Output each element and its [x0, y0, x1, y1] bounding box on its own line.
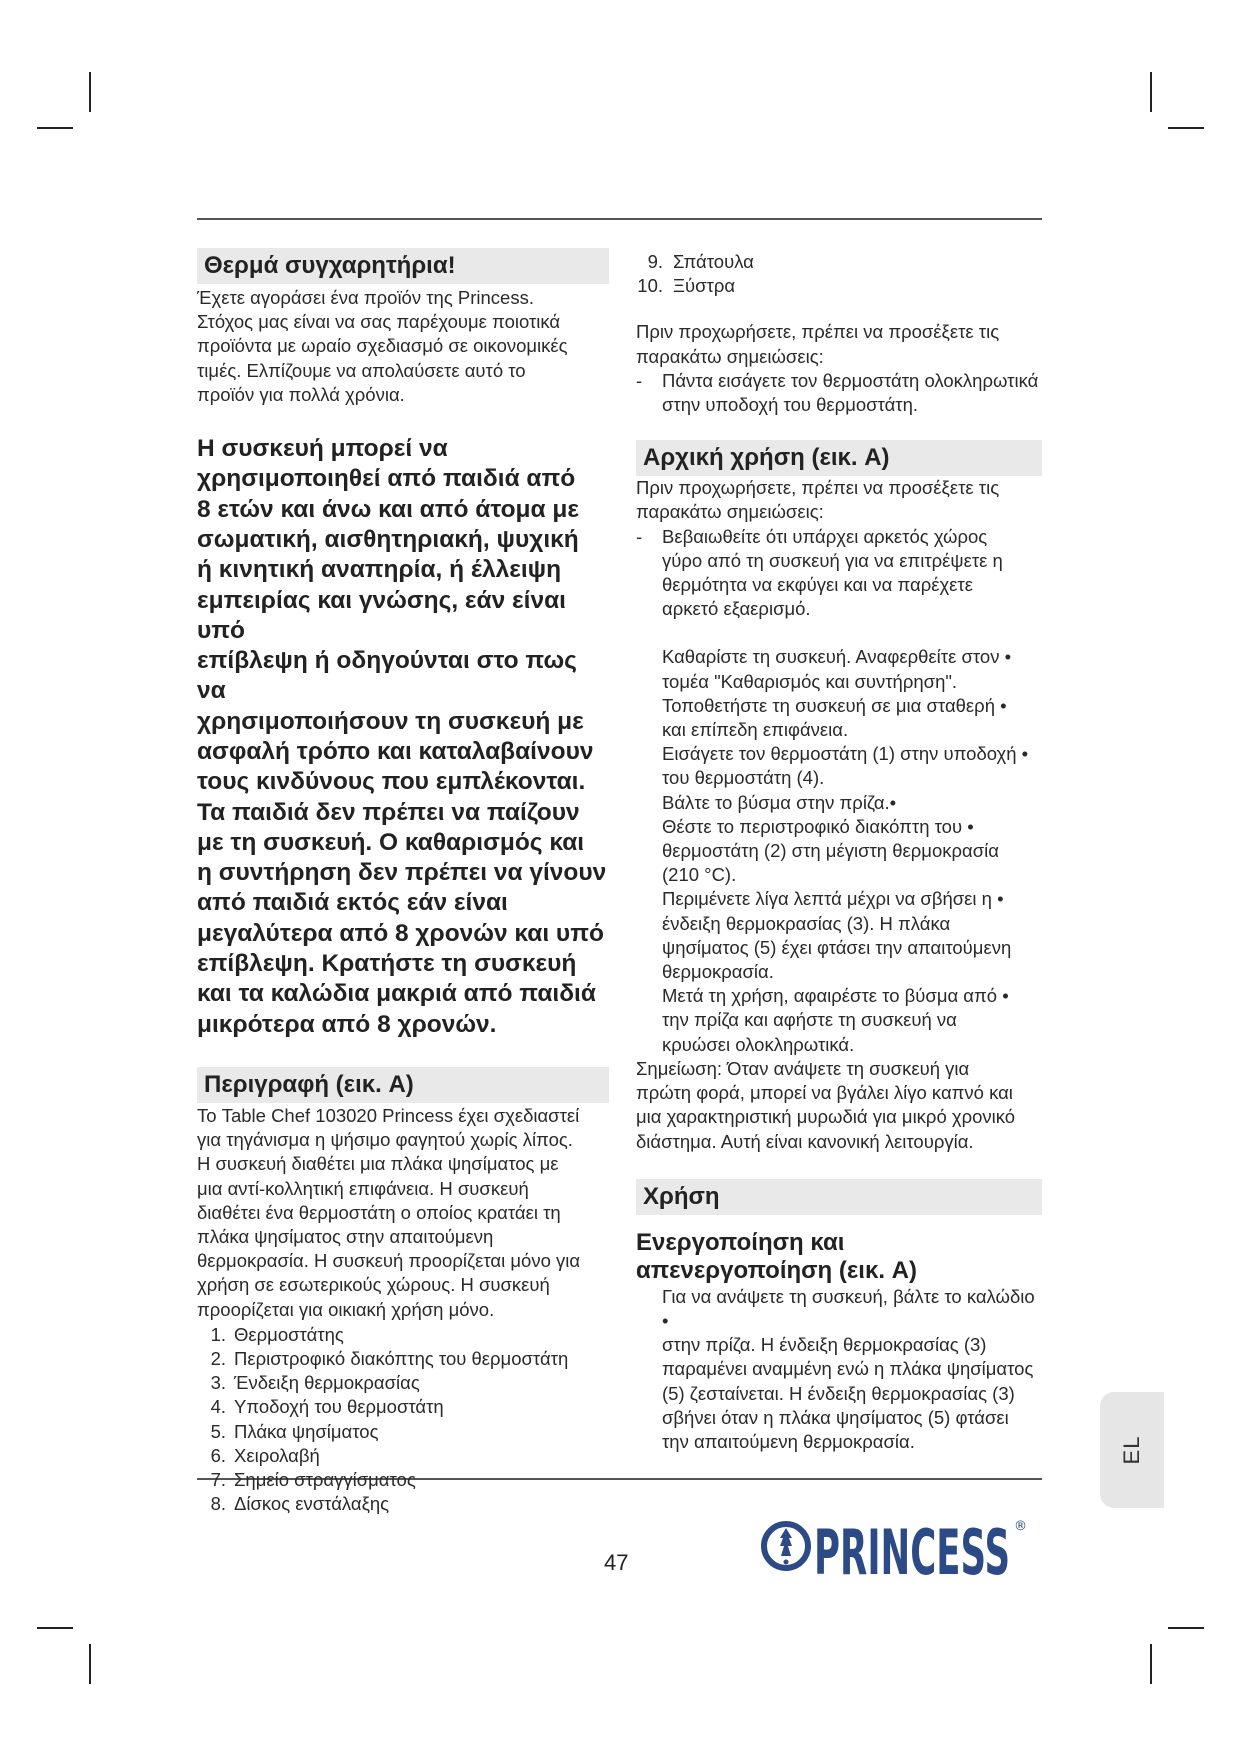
- initial-intro-line: Πριν προχωρήσετε, πρέπει να προσέξετε τις: [636, 477, 1000, 499]
- note-line: πρώτη φορά, μπορεί να βγάλει λίγο καπνό και: [636, 1082, 1013, 1104]
- step-line: του θερμοστάτη (4).: [662, 767, 825, 789]
- crop-mark: [37, 1627, 73, 1629]
- warning-line: μεγαλύτερα από 8 χρονών και υπό: [197, 919, 604, 947]
- crop-mark: [1150, 1644, 1152, 1684]
- notes-line: Πριν προχωρήσετε, πρέπει να προσέξετε τις: [636, 321, 1000, 343]
- crop-mark: [1168, 1627, 1204, 1629]
- warning-line: η συντήρηση δεν πρέπει να γίνουν: [197, 859, 607, 887]
- intro-line: Στόχος μας είναι να σας παρέχουμε ποιοτικά: [197, 311, 561, 333]
- on-off-heading: [636, 1229, 1042, 1285]
- list-item: [197, 1444, 609, 1468]
- intro-line: προϊόντα με ωραίο σχεδιασμό σε οικονομικές: [197, 335, 568, 357]
- list-item: [197, 1347, 609, 1371]
- list-label: Θερμοστάτης: [234, 1323, 344, 1345]
- list-label: Περιστροφικό διακόπτης του θερμοστάτη: [234, 1347, 569, 1369]
- step-line: ένδειξη θερμοκρασίας (3). Η πλάκα: [662, 912, 951, 934]
- intro-line: προϊόν για πολλά χρόνια.: [197, 383, 405, 405]
- setup-steps: [636, 645, 1042, 1056]
- step-line: Θέστε το περιστροφικό διακόπτη του •: [662, 815, 974, 837]
- list-label: Σημείο στραγγίσματος: [234, 1469, 416, 1490]
- warning-line: μικρότερα από 8 χρονών.: [197, 1010, 497, 1038]
- list-item: [636, 274, 1042, 298]
- intro-line: Έχετε αγοράσει ένα προϊόν της Princess.: [197, 287, 534, 308]
- initial-item-line: γύρο από τη συσκευή για να επιτρέψετε η: [662, 549, 1003, 571]
- initial-item-line: θερμότητα να εκφύγει και να παρέχετε: [662, 574, 973, 596]
- list-item: [197, 1420, 609, 1444]
- language-label: EL: [1119, 1435, 1144, 1465]
- intro-paragraph: [197, 286, 609, 407]
- step-line: Βάλτε το βύσμα στην πρίζα.•: [662, 791, 897, 813]
- note-line: μια χαρακτηριστική μυρωδιά για μικρό χρονικό: [636, 1106, 1016, 1128]
- list-number: 10.: [637, 275, 663, 297]
- warning-line: ασφαλή τρόπο και καταλαβαίνουν: [197, 737, 594, 765]
- crop-mark: [1168, 127, 1204, 129]
- notes-item: [636, 369, 1042, 417]
- right-column: [636, 250, 1042, 1454]
- description-line: Το Table Chef 103020 Princess έχει σχεδιαστεί: [197, 1104, 580, 1126]
- notes-intro: [636, 320, 1042, 368]
- description-heading: Περιγραφή (εικ. A): [197, 1067, 609, 1103]
- language-tab: [1100, 1392, 1164, 1508]
- top-rule: [197, 218, 1042, 220]
- warning-line: χρησιμοποιήσουν τη συσκευή με: [197, 707, 584, 735]
- on-off-line: Για να ανάψετε τη συσκευή, βάλτε το καλώδιο •: [662, 1285, 1035, 1331]
- initial-use-intro: [636, 476, 1042, 524]
- list-label: Πλάκα ψησίματος: [234, 1420, 379, 1442]
- description-line: χρήση σε εσωτερικούς χώρους. Η συσκευή: [197, 1274, 550, 1296]
- on-off-line: σβήνει όταν η πλάκα ψησίματος (5) φτάσει: [662, 1406, 1009, 1428]
- brand-wordmark: PRINCESS: [814, 1516, 1010, 1584]
- step-line: ψησίματος (5) έχει φτάσει την απαιτούμενη: [662, 936, 1012, 958]
- dash-bullet: -: [636, 525, 643, 547]
- list-number: 8.: [210, 1493, 226, 1515]
- crown-emblem-icon: [764, 1524, 808, 1568]
- step-line: την πρίζα και αφήστε τη συσκευή να: [662, 1009, 957, 1031]
- description-line: Η συσκευή διαθέτει μια πλάκα ψησίματος με: [197, 1153, 559, 1175]
- warning-line: Τα παιδιά δεν πρέπει να παίζουν: [197, 798, 580, 826]
- list-number: 9.: [647, 251, 663, 272]
- list-label: Υποδοχή του θερμοστάτη: [234, 1396, 444, 1418]
- notes-line: παρακάτω σημειώσεις:: [636, 345, 824, 367]
- initial-use-heading: Αρχική χρήση (εικ. A): [636, 440, 1042, 476]
- step-line: (210 °C).: [662, 864, 737, 886]
- list-item: [197, 1492, 609, 1516]
- note-line: διάστημα. Αυτή είναι κανονική λειτουργία.: [636, 1130, 974, 1152]
- parts-list: [197, 1323, 609, 1517]
- list-item: [197, 1323, 609, 1347]
- initial-item-line: Βεβαιωθείτε ότι υπάρχει αρκετός χώρος: [662, 525, 988, 547]
- list-number: 5.: [210, 1420, 226, 1442]
- warning-line: επίβλεψη. Κρατήστε τη συσκευή: [197, 950, 577, 978]
- list-label: Σπάτουλα: [673, 251, 754, 272]
- list-number: 6.: [210, 1444, 226, 1466]
- description-line: θερμοκρασία. Η συσκευή προορίζεται μόνο για: [197, 1250, 581, 1272]
- list-number: 3.: [210, 1372, 226, 1394]
- warning-line: εμπειρίας και γνώσης, εάν είναι υπό: [197, 586, 566, 644]
- notes-item-line: Πάντα εισάγετε τον θερμοστάτη ολοκληρωτικά: [662, 369, 1039, 391]
- warning-line: από παιδιά εκτός εάν είναι: [197, 889, 508, 917]
- on-off-paragraph: [636, 1285, 1042, 1454]
- note-line: Σημείωση: Όταν ανάψετε τη συσκευή για: [636, 1057, 970, 1079]
- list-number: 2.: [210, 1347, 226, 1369]
- crop-mark: [89, 1644, 91, 1684]
- on-off-line: (5) ζεσταίνεται. Η ένδειξη θερμοκρασίας (3): [662, 1382, 1015, 1404]
- step-line: Μετά τη χρήση, αφαιρέστε το βύσμα από •: [662, 985, 1009, 1007]
- initial-use-item: [636, 525, 1042, 622]
- princess-logo: [760, 1504, 1040, 1589]
- dash-bullet: -: [636, 369, 643, 391]
- registered-mark: ®: [1014, 1519, 1027, 1534]
- logo-graphic: [760, 1504, 1040, 1584]
- description-line: μια αντί-κολλητική επιφάνεια. Η συσκευή: [197, 1177, 529, 1199]
- initial-item-line: αρκετό εξαερισμό.: [662, 598, 811, 620]
- list-label: Ξύστρα: [673, 275, 736, 297]
- use-heading: Χρήση: [636, 1179, 1042, 1215]
- description-line: για τηγάνισμα η ψήσιμο φαγητού χωρίς λίπος.: [197, 1129, 573, 1151]
- warning-line: επίβλεψη ή οδηγούνται στο πως να: [197, 647, 577, 705]
- warning-line: με τη συσκευή. Ο καθαρισμός και: [197, 828, 585, 856]
- on-off-heading-line: Ενεργοποίηση και: [636, 1228, 845, 1256]
- on-off-line: στην πρίζα. Η ένδειξη θερμοκρασίας (3): [662, 1334, 987, 1356]
- description-line: διαθέτει ένα θερμοστάτη ο οποίος κρατάει τη: [197, 1201, 561, 1223]
- step-line: θερμοστάτη (2) στη μέγιστη θερμοκρασία: [662, 840, 999, 862]
- page-number: 47: [604, 1550, 629, 1575]
- list-item: [197, 1468, 609, 1492]
- step-line: Εισάγετε τον θερμοστάτη (1) στην υποδοχή •: [662, 743, 1029, 765]
- list-item: [636, 250, 1042, 274]
- step-line: θερμοκρασία.: [662, 961, 774, 983]
- warning-line: ή κινητική αναπηρία, ή έλλειψη: [197, 556, 562, 584]
- step-line: Τοποθετήστε τη συσκευή σε μια σταθερή •: [662, 694, 1007, 716]
- step-line: και επίπεδη επιφάνεια.: [662, 719, 849, 741]
- list-item: [197, 1371, 609, 1395]
- on-off-line: παραμένει αναμμένη ενώ η πλάκα ψησίματος: [662, 1358, 1034, 1380]
- warning-line: Η συσκευή μπορεί να: [197, 435, 448, 463]
- list-number: 1.: [210, 1323, 226, 1345]
- list-number: 4.: [210, 1396, 226, 1418]
- description-line: προορίζεται για οικιακή χρήση μόνο.: [197, 1298, 495, 1320]
- crop-mark: [89, 72, 91, 112]
- safety-warning: [197, 434, 609, 1040]
- intro-line: τιμές. Ελπίζουμε να απολαύσετε αυτό το: [197, 359, 526, 381]
- warning-line: και τα καλώδια μακριά από παιδιά: [197, 980, 596, 1008]
- list-label: Δίσκος ενστάλαξης: [234, 1493, 390, 1515]
- step-line: τομέα "Καθαρισμός και συντήρηση".: [662, 670, 958, 692]
- crop-mark: [1150, 72, 1152, 112]
- left-column: [197, 248, 609, 1516]
- warning-line: σωματική, αισθητηριακή, ψυχική: [197, 525, 579, 553]
- warning-line: τους κινδύνους που εμπλέκονται.: [197, 768, 586, 796]
- warning-line: χρησιμοποιηθεί από παιδιά από: [197, 465, 576, 493]
- description-paragraph: [197, 1104, 609, 1322]
- parts-list-continued: [636, 250, 1042, 298]
- on-off-heading-line: απενεργοποίηση (εικ. A): [636, 1256, 917, 1284]
- crop-mark: [37, 127, 73, 129]
- congrats-heading: Θερμά συγχαρητήρια!: [197, 248, 609, 284]
- warning-line: 8 ετών και άνω και από άτομα με: [197, 495, 580, 523]
- list-item: [197, 1395, 609, 1419]
- initial-intro-line: παρακάτω σημειώσεις:: [636, 501, 824, 523]
- step-line: κρυώσει ολοκληρωτικά.: [662, 1033, 855, 1055]
- list-number: 7.: [210, 1469, 226, 1490]
- list-label: Ένδειξη θερμοκρασίας: [234, 1372, 420, 1394]
- description-line: πλάκα ψησίματος στην απαιτούμενη: [197, 1225, 494, 1247]
- list-label: Χειρολαβή: [234, 1444, 320, 1466]
- notes-item-line: στην υποδοχή του θερμοστάτη.: [662, 394, 919, 416]
- note-paragraph: [636, 1057, 1042, 1154]
- step-line: Καθαρίστε τη συσκευή. Αναφερθείτε στον •: [662, 646, 1012, 668]
- on-off-line: την απαιτούμενη θερμοκρασία.: [662, 1430, 915, 1452]
- step-line: Περιμένετε λίγα λεπτά μέχρι να σβήσει η •: [662, 888, 1004, 910]
